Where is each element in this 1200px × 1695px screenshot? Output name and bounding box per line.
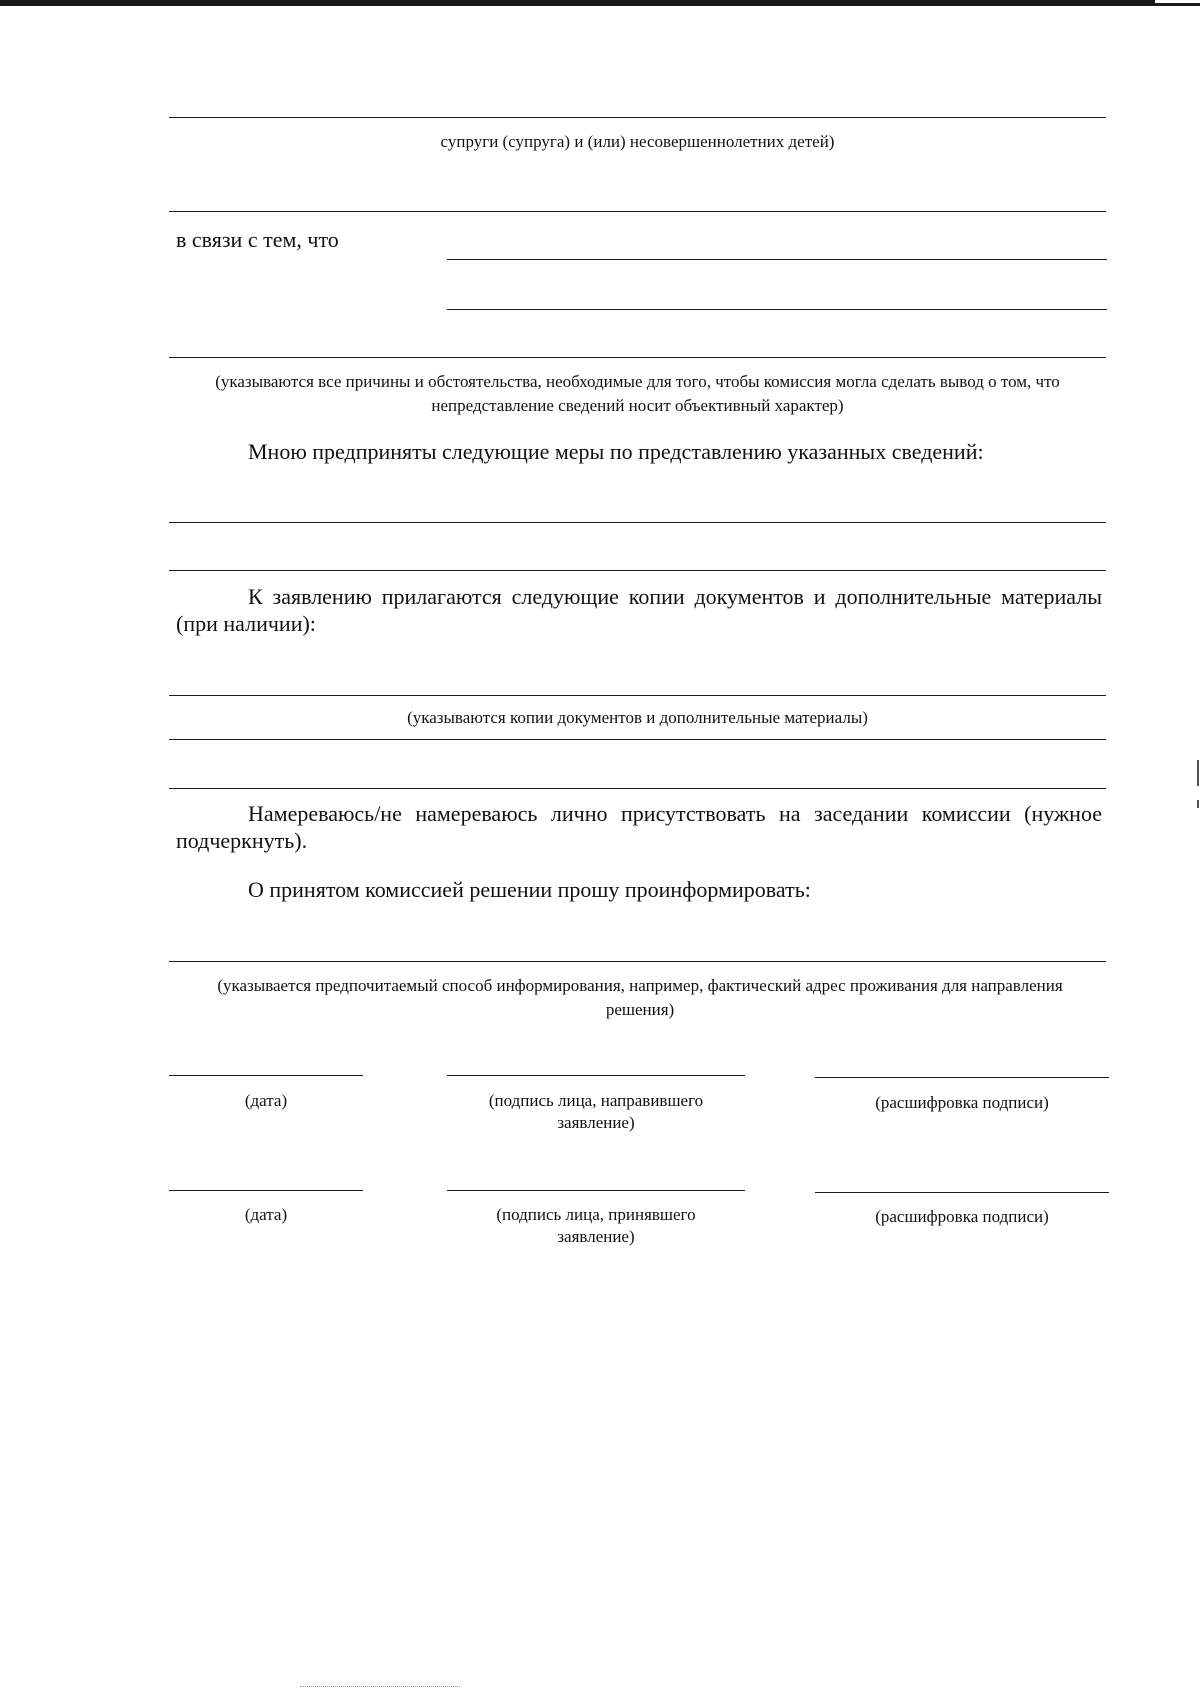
fill-line: [169, 117, 1106, 118]
date-caption: (дата): [244, 1091, 288, 1110]
signature-caption: (подпись лица, принявшего заявление): [496, 1205, 696, 1246]
fill-line: [169, 211, 1106, 212]
signature-line: [447, 1190, 745, 1191]
signature-caption: (подпись лица, направившего заявление): [488, 1091, 704, 1132]
date-caption: (дата): [244, 1205, 288, 1224]
decode-caption: (расшифровка подписи): [875, 1207, 1049, 1226]
fill-line: [169, 788, 1106, 789]
scan-bottom-noise: [300, 1686, 460, 1687]
caption-reasons: (указываются все причины и обстоятельства, необходимые для того, чтобы комиссия могла сделать вывод о том, что непредставление сведений носит объективный характер): [215, 372, 1060, 415]
decode-caption: (расшифровка подписи): [875, 1093, 1049, 1112]
decode-line: [815, 1077, 1109, 1078]
fill-line: [169, 357, 1106, 358]
fill-line: [447, 309, 1107, 310]
caption-spouse: супруги (супруга) и (или) несовершеннолетних детей): [440, 132, 835, 151]
in-connection-label: в связи с тем, что: [176, 227, 339, 252]
attachments-text: К заявлению прилагаются следующие копии документов и дополнительные материалы (при наличии):: [176, 584, 1102, 636]
fill-line: [447, 259, 1107, 260]
scan-edge-mark: [1197, 760, 1199, 786]
measures-text: Мною предприняты следующие меры по представлению указанных сведений:: [248, 439, 984, 464]
fill-line: [169, 695, 1106, 696]
fill-line: [169, 522, 1106, 523]
caption-attachments: (указываются копии документов и дополнительные материалы): [407, 708, 868, 727]
fill-line: [169, 961, 1106, 962]
inform-text: О принятом комиссией решении прошу проинформировать:: [248, 877, 811, 902]
scan-edge-mark: [1197, 800, 1199, 808]
date-line: [169, 1190, 363, 1191]
scan-top-gap: [1155, 0, 1200, 3]
fill-line: [169, 570, 1106, 571]
signature-line: [447, 1075, 745, 1076]
scan-top-border: [0, 0, 1200, 6]
caption-inform: (указывается предпочитаемый способ информирования, например, фактический адрес проживания для направления решения): [217, 976, 1063, 1019]
fill-line: [169, 739, 1106, 740]
intention-text: Намереваюсь/не намереваюсь лично присутствовать на заседании комиссии (нужное подчеркнуть).: [176, 801, 1102, 853]
decode-line: [815, 1192, 1109, 1193]
date-line: [169, 1075, 363, 1076]
